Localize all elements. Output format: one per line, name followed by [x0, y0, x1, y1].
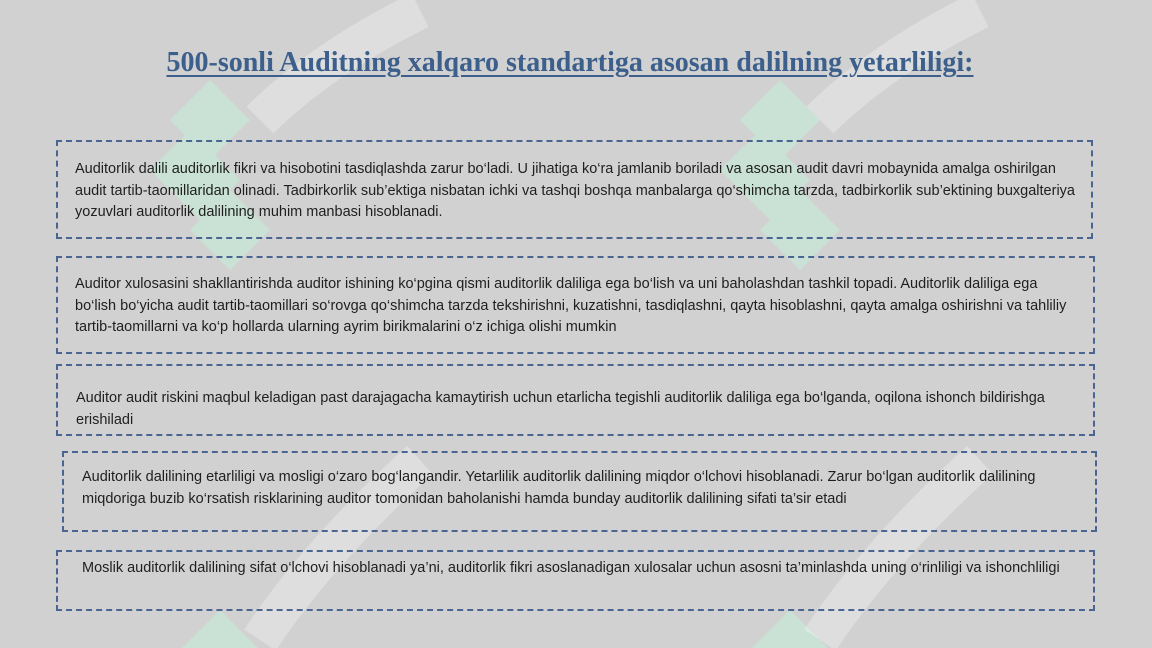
slide-title: 500-sonli Auditning xalqaro standartiga asosan dalilning yetarliligi:: [166, 47, 974, 78]
paragraph-1: Auditorlik dalili auditorlik fikri va hisobotini tasdiqlashda zarur bo‘ladi. U jihatiga ko‘ra jamlanib boriladi va asosan audit davri mobaynida amalga oshirilgan audit tartib-taomillaridan olinadi. Tadbirkorlik sub’ektiga nisbatan ichki va tashqi boshqa manbalarga qo‘shimcha tarzda, tadbirkorlik sub’ektining buxgalteriya yozuvlari auditorlik dalilining muhim manbasi hisoblanadi.: [75, 161, 1075, 220]
paragraph-3: Auditor audit riskini maqbul keladigan past darajagacha kamaytirish uchun etarlicha tegishli auditorlik daliliga ega bo‘lganda, oqilona ishonch bildirishga erishiladi: [76, 390, 1045, 428]
paragraph-2: Auditor xulosasini shakllantirishda auditor ishining ko‘pgina qismi auditorlik daliliga ega bo‘lish va uni baholashdan tashkil topadi. Auditorlik daliliga ega bo‘lish bo‘yicha audit tartib-taomillari so‘rovga qo‘shimcha tarzda tekshirishni, kuzatishni, tasdiqlashni, qayta hisoblashni, qayta amalga oshirishni va tahliliy tartib-taomillarni va ko‘p hollarda ularning ayrim birikmalarini o‘z ichiga olishi mumkin: [75, 276, 1067, 335]
text-box-2: [56, 256, 1095, 354]
paragraph-5: Moslik auditorlik dalilining sifat o‘lchovi hisoblanadi ya’ni, auditorlik fikri asoslanadigan xulosalar uchun asosni ta’minlashda uning o‘rinliligi va ishonchliligi: [82, 560, 1060, 576]
text-box-4: [62, 451, 1097, 532]
text-box-3: [56, 364, 1095, 436]
text-box-5: [56, 550, 1095, 611]
text-box-1: [56, 140, 1093, 239]
paragraph-4: Auditorlik dalilining etarliligi va mosligi o‘zaro bog‘langandir. Yetarlilik auditorlik dalilining miqdor o‘lchovi hisoblanadi. Zarur bo‘lgan auditorlik dalilining miqdoriga buzib ko‘rsatish risklarining auditor tomonidan baholanishi hamda bunday auditorlik dalilining sifati ta’sir etadi: [82, 469, 1036, 507]
